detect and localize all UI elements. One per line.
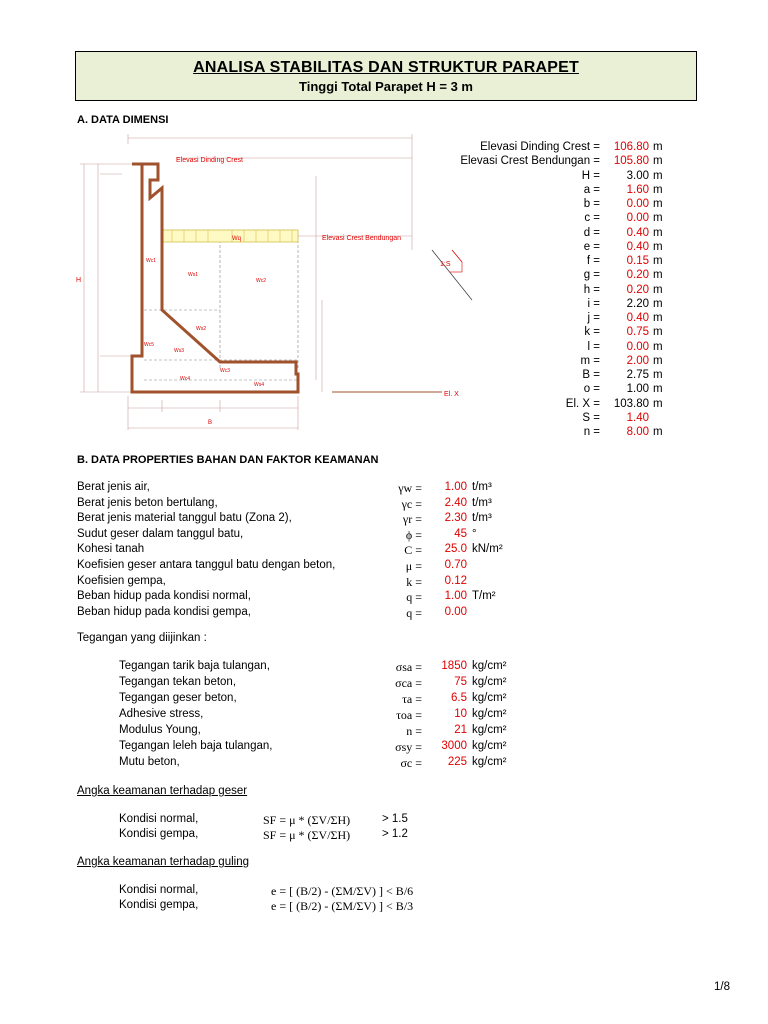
dimension-label: Elevasi Dinding Crest = [480,141,600,153]
label-slope: 1:S [440,261,451,268]
allowable-label: Tegangan geser beton, [119,692,237,704]
dimension-label: h = [583,283,600,296]
property-symbol: k = [406,574,422,589]
geser-formula: SF = μ * (ΣV/ΣH) [263,828,351,842]
dimension-value: 106.80 [613,141,649,153]
allowable-unit: kg/cm² [472,676,507,688]
allowable-unit: kg/cm² [472,660,507,672]
property-value: 0.00 [444,605,467,618]
allowable-value: 1850 [441,660,467,672]
dimension-label: El. X = [565,397,600,410]
part-ws1: Ws1 [188,272,198,278]
dimension-unit: m [653,141,663,153]
property-unit: t/m³ [472,481,492,493]
property-value: 25.0 [444,543,467,556]
geser-label: Kondisi normal, [119,813,199,825]
part-wc5: Wc5 [144,342,154,348]
property-label: Berat jenis material tanggul batu (Zona 2), [77,512,292,525]
property-value: 2.30 [444,512,467,525]
dimension-label: d = [583,226,600,239]
property-unit: t/m³ [472,496,492,509]
allowable-value: 75 [454,676,467,688]
allowable-value: 21 [454,724,467,736]
dimension-label: n = [583,426,600,438]
dimension-value: 0.75 [626,326,649,339]
guling-formula: e = [ (B/2) - (ΣM/ΣV) ] < B/6 [271,884,414,898]
dimension-unit: m [653,283,663,296]
dimension-unit: m [653,155,663,168]
dimension-value: 1.60 [626,183,649,196]
property-label: Beban hidup pada kondisi gempa, [77,605,251,618]
property-symbol: μ = [405,559,422,573]
dimension-unit: m [653,183,663,196]
allowable-symbol: n = [406,724,422,738]
dimension-value: 0.00 [626,198,649,210]
dimension-value: 105.80 [613,155,649,168]
part-wc1: Wc1 [146,258,156,264]
allowable-symbol: σsa = [395,660,422,674]
property-label: Koefisien geser antara tanggul batu dengan beton, [77,559,336,571]
dimension-unit: m [653,312,663,324]
dimension-unit: m [653,240,663,253]
property-symbol: γw = [398,481,422,495]
allowable-value: 225 [447,756,467,768]
dimension-unit: m [653,340,663,353]
dimension-value: 2.00 [626,354,649,367]
dimension-unit: m [653,212,663,225]
label-crest: Elevasi Dinding Crest [176,157,243,164]
property-label: Berat jenis beton bertulang, [77,496,218,509]
label-B: B [208,420,213,426]
dimension-label: g = [583,269,600,282]
dimension-value: 0.40 [626,226,649,239]
dimension-label: a = [583,183,600,196]
allowable-label: Tegangan tarik baja tulangan, [119,660,270,672]
part-ws3: Ws3 [174,348,184,354]
page-number: 1/8 [714,981,730,993]
dimension-value: 103.80 [613,397,649,410]
property-value: 45 [454,527,467,540]
property-label: Sudut geser dalam tanggul batu, [77,527,244,540]
property-symbol: q = [406,590,422,605]
dimension-value: 0.20 [626,283,649,296]
property-symbol: q = [406,605,422,620]
dimension-value: 0.00 [626,340,649,353]
dimension-unit: m [653,383,663,396]
section-a-heading: A. DATA DIMENSI [77,114,169,126]
dimension-unit: m [653,369,663,381]
property-label: Koefisien gempa, [77,574,166,587]
page-subtitle: Tinggi Total Parapet H = 3 m [299,79,473,94]
dimension-label: i = [587,297,600,310]
geser-title: Angka keamanan terhadap geser [77,785,248,797]
dimension-unit: m [653,297,663,310]
allowable-symbol: σsy = [395,740,422,754]
dimension-label: b = [583,198,600,210]
dimension-label: o = [583,383,600,396]
geser-limit: > 1.5 [382,813,408,825]
dimension-value: 1.00 [626,383,649,396]
property-value: 1.00 [444,481,467,493]
allowable-label: Adhesive stress, [119,708,204,720]
allowable-value: 10 [454,708,467,720]
dimension-value: 0.00 [626,212,649,225]
property-value: 0.12 [444,574,467,587]
title-box [75,51,697,101]
dimension-label: Elevasi Crest Bendungan = [460,155,600,168]
part-ws2: Ws2 [196,326,206,332]
label-bendungan: Elevasi Crest Bendungan [322,235,401,242]
dimension-label: k = [584,326,600,339]
dimension-value: 0.20 [626,269,649,282]
dimension-unit: m [653,354,663,367]
property-symbol: γc = [401,496,422,511]
dimension-unit: m [653,255,663,267]
geser-formula: SF = μ * (ΣV/ΣH) [263,813,351,827]
property-unit: t/m³ [472,512,492,525]
dimension-unit: m [653,269,663,282]
allowable-label: Tegangan leleh baja tulangan, [119,740,273,752]
allowable-symbol: τa = [402,692,422,706]
allowable-unit: kg/cm² [472,740,507,752]
allowable-symbol: σc = [400,756,422,770]
dimension-unit: m [653,326,663,339]
part-wc3: Wc3 [220,368,230,374]
guling-label: Kondisi gempa, [119,899,199,911]
dimension-value: 8.00 [626,426,649,438]
property-label: Beban hidup pada kondisi normal, [77,590,251,603]
dimension-label: c = [584,212,600,225]
allowable-label: Tegangan tekan beton, [119,676,237,688]
allowable-symbol: τoa = [396,708,422,722]
dimension-value: 3.00 [626,169,649,182]
dimension-value: 2.75 [626,369,649,381]
dimension-label: S = [582,411,600,424]
guling-label: Kondisi normal, [119,884,199,896]
dimension-unit: m [653,397,663,410]
geser-label: Kondisi gempa, [119,828,199,840]
allowable-label: Mutu beton, [119,756,180,768]
dimension-value: 0.40 [626,240,649,253]
property-label: Berat jenis air, [77,481,150,493]
dimension-value: 2.20 [626,297,649,310]
allowable-unit: kg/cm² [472,724,507,736]
property-unit: ° [472,527,477,540]
property-unit: T/m² [472,590,496,603]
geser-limit: > 1.2 [382,828,408,840]
dimension-unit: m [653,169,663,182]
allowable-value: 3000 [441,740,467,752]
part-wc2: Wc2 [256,278,266,284]
dimension-label: e = [583,240,600,253]
property-label: Kohesi tanah [77,543,145,556]
allowable-label: Modulus Young, [119,724,201,736]
guling-formula: e = [ (B/2) - (ΣM/ΣV) ] < B/3 [271,899,414,913]
dimension-label: j = [587,312,600,324]
part-ws4: Ws4 [254,382,264,388]
property-symbol: C = [404,543,422,558]
label-Wq: Wq [232,236,241,242]
part-wc4: Wc4 [180,376,190,382]
dimension-label: f = [586,255,600,267]
guling-title: Angka keamanan terhadap guling [77,856,249,868]
page-title: ANALISA STABILITAS DAN STRUKTUR PARAPET [193,59,579,76]
dimension-unit: m [653,226,663,239]
allowable-unit: kg/cm² [472,692,507,704]
allowable-title: Tegangan yang diijinkan : [77,632,207,644]
dimension-label: H = [581,169,600,182]
section-b-heading: B. DATA PROPERTIES BAHAN DAN FAKTOR KEAMANAN [77,454,379,466]
allowable-symbol: σca = [395,676,422,690]
dimension-label: B = [582,369,600,381]
allowable-unit: kg/cm² [472,708,507,720]
allowable-value: 6.5 [451,692,467,704]
property-value: 2.40 [444,496,467,509]
property-unit: kN/m² [472,543,503,556]
label-H: H [76,277,82,284]
dimension-value: 0.15 [626,255,649,267]
dimension-unit: m [653,198,663,210]
dimension-label: m = [580,354,600,367]
property-symbol: γr = [402,512,422,527]
property-symbol: ϕ = [405,527,422,542]
dimension-label: l = [587,340,600,353]
dimension-value: 1.40 [626,411,649,424]
label-elx: El. X [444,391,459,398]
property-value: 0.70 [444,559,467,571]
dimension-value: 0.40 [626,312,649,324]
allowable-unit: kg/cm² [472,756,507,768]
parapet-drawing [72,130,482,430]
property-value: 1.00 [444,590,467,603]
dimension-unit: m [653,426,663,438]
